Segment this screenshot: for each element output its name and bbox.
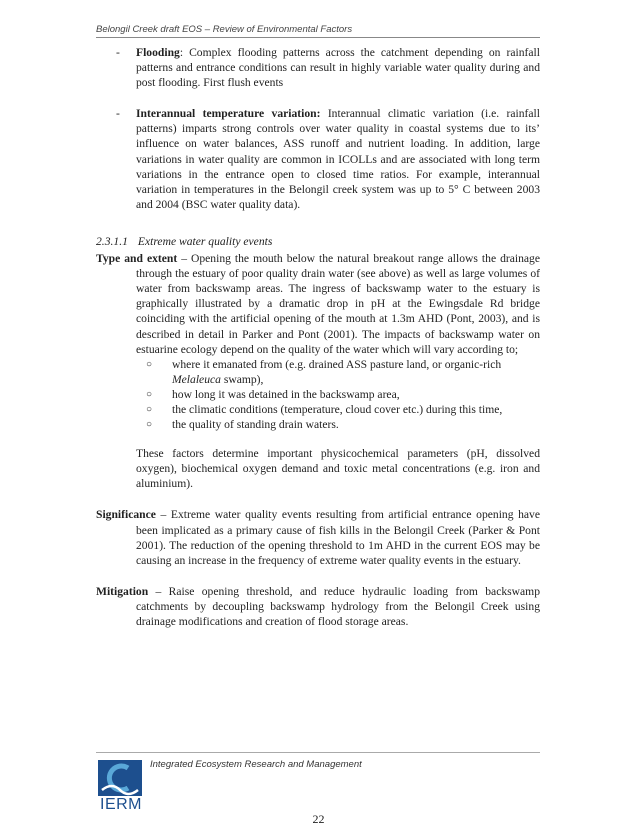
dash-marker: - bbox=[116, 46, 120, 59]
list-item: ○ the quality of standing drain waters. bbox=[146, 418, 339, 432]
paragraph-lead: Significance bbox=[96, 508, 156, 522]
running-header: Belongil Creek draft EOS – Review of Environmental Factors bbox=[96, 24, 540, 38]
circle-bullet-icon: ○ bbox=[146, 403, 153, 415]
list-item: ○ the climatic conditions (temperature, cloud cover etc.) during this time, bbox=[146, 402, 503, 416]
circle-bullet-icon: ○ bbox=[146, 358, 153, 370]
footer-organisation: Integrated Ecosystem Research and Management bbox=[150, 759, 362, 770]
paragraph-text: – Raise opening threshold, and reduce hydraulic loading from backswamp catchments by decoupling backswamp hydrology from the Belongil Creek using drainage modifications and creation of flood storage areas. bbox=[136, 584, 540, 628]
paragraph-text: – Opening the mouth below the natural breakout range allows the drainage through the estuary of poor quality drain water (see above) as well as large volumes of water from backswamp areas. The ingress of backswamp water to the estuary is graphically illustrated by a dramatic drop in pH at the Ewingsdale Rd bridge coinciding with the artificial opening of the mouth at 1.3m AHD (Pont, 2003), and is described in detail in Parker and Pont (2001). The impacts of backswamp water on estuarine ecology depend on the quality of the water which will vary according to; bbox=[136, 252, 540, 356]
significance-paragraph bbox=[96, 507, 540, 567]
mitigation-paragraph bbox=[96, 584, 540, 629]
section-number: 2.3.1.1 bbox=[96, 234, 128, 248]
dash-marker: - bbox=[116, 107, 120, 121]
page-number: 22 bbox=[312, 812, 325, 826]
bullet-flooding bbox=[96, 45, 540, 90]
page-body bbox=[96, 45, 540, 645]
quality-factor-list bbox=[136, 357, 540, 432]
circle-bullet-icon: ○ bbox=[146, 419, 153, 431]
factors-paragraph: These factors determine important physicochemical parameters (pH, dissolved oxygen), biochemical oxygen demand and toxic metal concentrations (e.g. iron and aluminium). bbox=[136, 447, 540, 491]
logo-wordmark: IERM bbox=[100, 796, 142, 813]
paragraph-lead: Type and extent bbox=[96, 252, 178, 266]
section-heading bbox=[96, 234, 540, 249]
paragraph-lead: Mitigation bbox=[96, 584, 149, 598]
bullet-lead: Flooding bbox=[136, 46, 180, 59]
bullet-text: Interannual climatic variation (i.e. rainfall patterns) imparts strong controls over water quality in coastal systems due to its’ influence on water balances, ASS runoff and nutrient loading. In addition, large variations in water quality are common in ICOLLs and are associated with long term variations in the entrance open to closed time ratios. For example, interannual variation in temperatures in the Belongil creek system was up to 5° C between 2003 and 2004 (BSC water quality data). bbox=[136, 107, 540, 211]
footer-rule bbox=[96, 752, 540, 753]
type-extent-paragraph bbox=[96, 251, 540, 357]
circle-bullet-icon: ○ bbox=[146, 388, 153, 400]
list-item: ○ where it emanated from (e.g. drained ASS pasture land, or organic-rich Melaleuca swamp), bbox=[146, 357, 502, 386]
paragraph-text: – Extreme water quality events resulting from artificial entrance opening have been implicated as a primary cause of fish kills in the Belongil Creek (Parker & Pont 2001). The reduction of the opening threshold to 1m AHD in the current EOS may be causing an increase in the frequency of extreme water quality events in the estuary. bbox=[136, 508, 540, 567]
bullet-text: : Complex flooding patterns across the catchment depending on rainfall patterns and entrance conditions can result in highly variable water quality during and post flooding. First flush events bbox=[136, 46, 540, 90]
bullet-interannual bbox=[96, 106, 540, 212]
list-item: ○ how long it was detained in the backswamp area, bbox=[146, 387, 400, 401]
bullet-lead: Interannual temperature variation: bbox=[136, 107, 321, 121]
section-title: Extreme water quality events bbox=[137, 234, 273, 248]
